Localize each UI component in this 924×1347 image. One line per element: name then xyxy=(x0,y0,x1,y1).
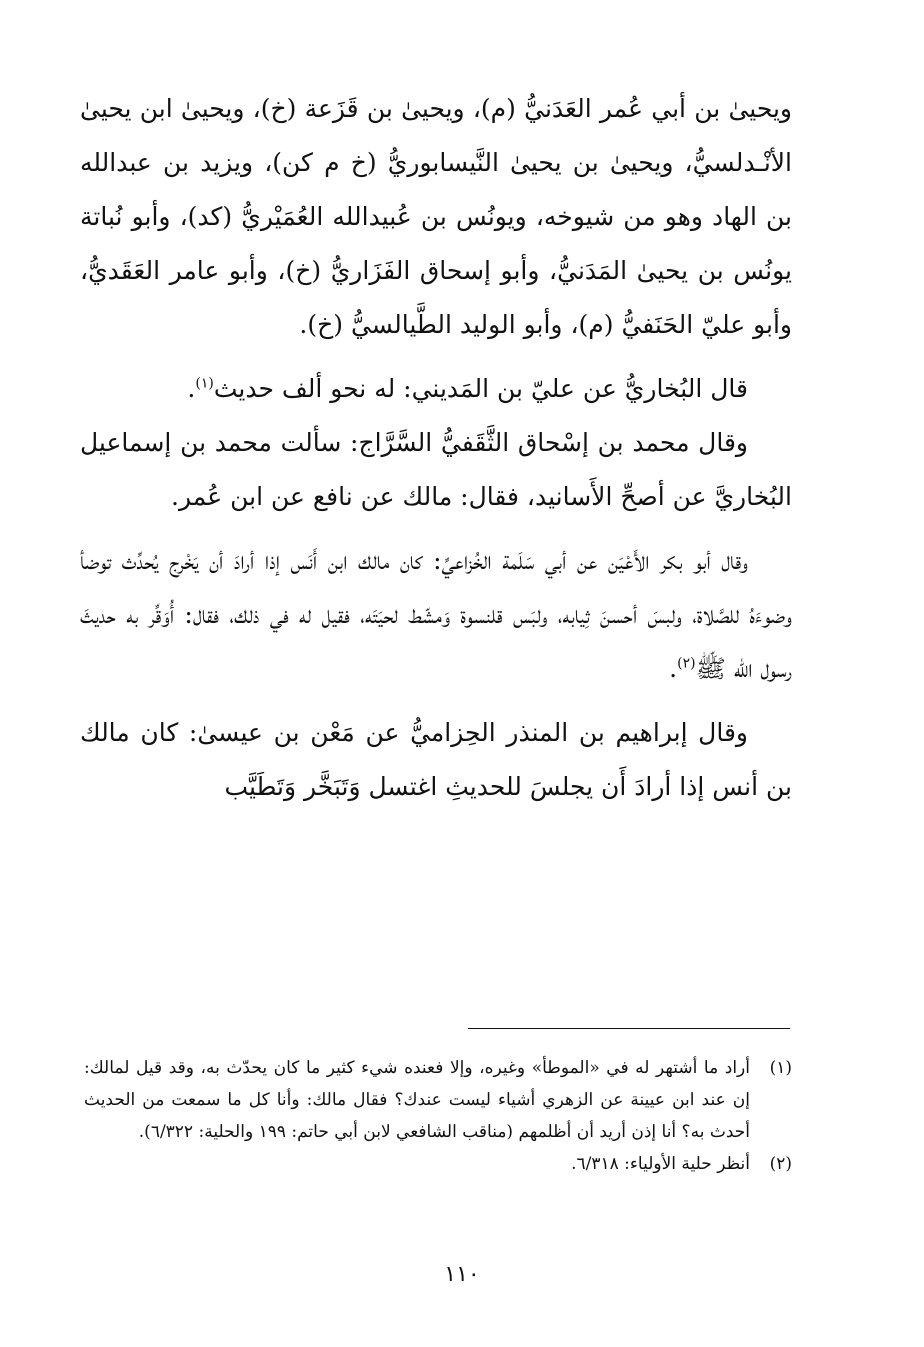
footnote-2 xyxy=(84,1148,792,1180)
paragraph-2-text: قال البُخاريُّ عن عليّ بن المَديني: له نحو ألف حديث xyxy=(213,374,748,403)
main-text xyxy=(80,82,792,814)
paragraph-3-text: وقال محمد بن إسْحاق الثَّقَفيُّ السَّرَّاج: سألت محمد بن إسماعيل البُخاريَّ عن أصحِّ الأَسانيد، فقال: مالك عن نافع عن ابن عُمر. xyxy=(80,428,792,511)
footnote-2-number: (٢) xyxy=(769,1154,792,1174)
footnote-ref-2: (٢) xyxy=(677,655,696,672)
paragraph-1 xyxy=(80,82,792,352)
paragraph-5-text: وقال إبراهيم بن المنذر الحِزاميُّ عن مَعْن بن عيسىٰ: كان مالك بن أنس إذا أرادَ أَن يجلسَ للحديثِ اغتسل وَتَبَخَّر وَتَطَيَّب xyxy=(80,718,792,801)
footnote-1-number: (١) xyxy=(769,1058,792,1078)
paragraph-3 xyxy=(80,416,792,524)
paragraph-5 xyxy=(80,706,792,814)
paragraph-4-text: وقال أبو بكر الأَعْيَن عن أبي سَلَمة الخُزاعيِّ: كان مالك ابن أَنَس إذا أرادَ أن يَخْرج يُحدِّث توضأ وضوءَهُ للصَّلاة، ولبسَ أحسنَ ثِيابه، ولبَس قلنسوة وَمشّط لحيَتَه، فقيل له في ذلك، فقال: أُوَقِّر به حديثَ رسول الله ﷺ xyxy=(80,546,792,683)
footnote-2-text: أنظر حلية الأولياء: ٦/٣١٨. xyxy=(571,1154,750,1174)
paragraph-1-text: ويحيىٰ بن أبي عُمر العَدَنيُّ (م)، ويحيىٰ بن قَزَعة (خ)، ويحيىٰ ابن يحيىٰ الأنْـدلسيُّ، ويحيىٰ بن يحيىٰ النَّيسابوريُّ (خ م كن)، ويزيد بن عبدالله بن الهاد وهو من شيوخه، ويونُس بن عُبيدالله العُمَيْريُّ (كد)، وأبو نُباتة يونُس بن يحيىٰ المَدَنيُّ، وأبو إسحاق الفَزَاريُّ (خ)، وأبو عامر العَقَديُّ، وأبو عليّ الحَنَفيُّ (م)، وأبو الوليد الطَّيالسيُّ (خ). xyxy=(80,94,792,339)
footnote-ref-1: (١) xyxy=(195,375,214,392)
footnote-1 xyxy=(84,1052,792,1148)
footnotes xyxy=(84,1052,792,1180)
page-number: ١١٠ xyxy=(444,1262,480,1287)
footnote-separator xyxy=(468,1028,790,1029)
paragraph-4: وقال أبو بكر الأَعْيَن عن أبي سَلَمة الخُزاعيِّ: كان مالك ابن أَنَس إذا أرادَ أن يَخْرج يُحدِّث توضأ وضوءَهُ للصَّلاة، ولبسَ أحسنَ ثِيابه، ولبَس قلنسوة وَمشّط لحيَتَه، فقيل له في ذلك، فقال: أُوَقِّر به حديثَ رسول الله ﷺ$^{(٢)}$. xyxy=(80,546,792,683)
footnote-1-text: أراد ما أشتهر له في «الموطأ» وغيره، وإلا فعنده شيء كثير ما كان يحدّث به، وقد قيل لمالك: إن عند ابن عيينة عن الزهري أشياء ليست عندك؟ فقال مالك: وأنا كل ما سمعت من الحديث أحدث به؟ أنا إذن أريد أن أظلمهم (مناقب الشافعي لابن أبي حاتم: ١٩٩ والحلية: ٦/٣٢٢). xyxy=(84,1058,750,1142)
paragraph-2: قال البُخاريُّ عن عليّ بن المَديني: له نحو ألف حديث$^{(١)}$. xyxy=(187,374,748,403)
